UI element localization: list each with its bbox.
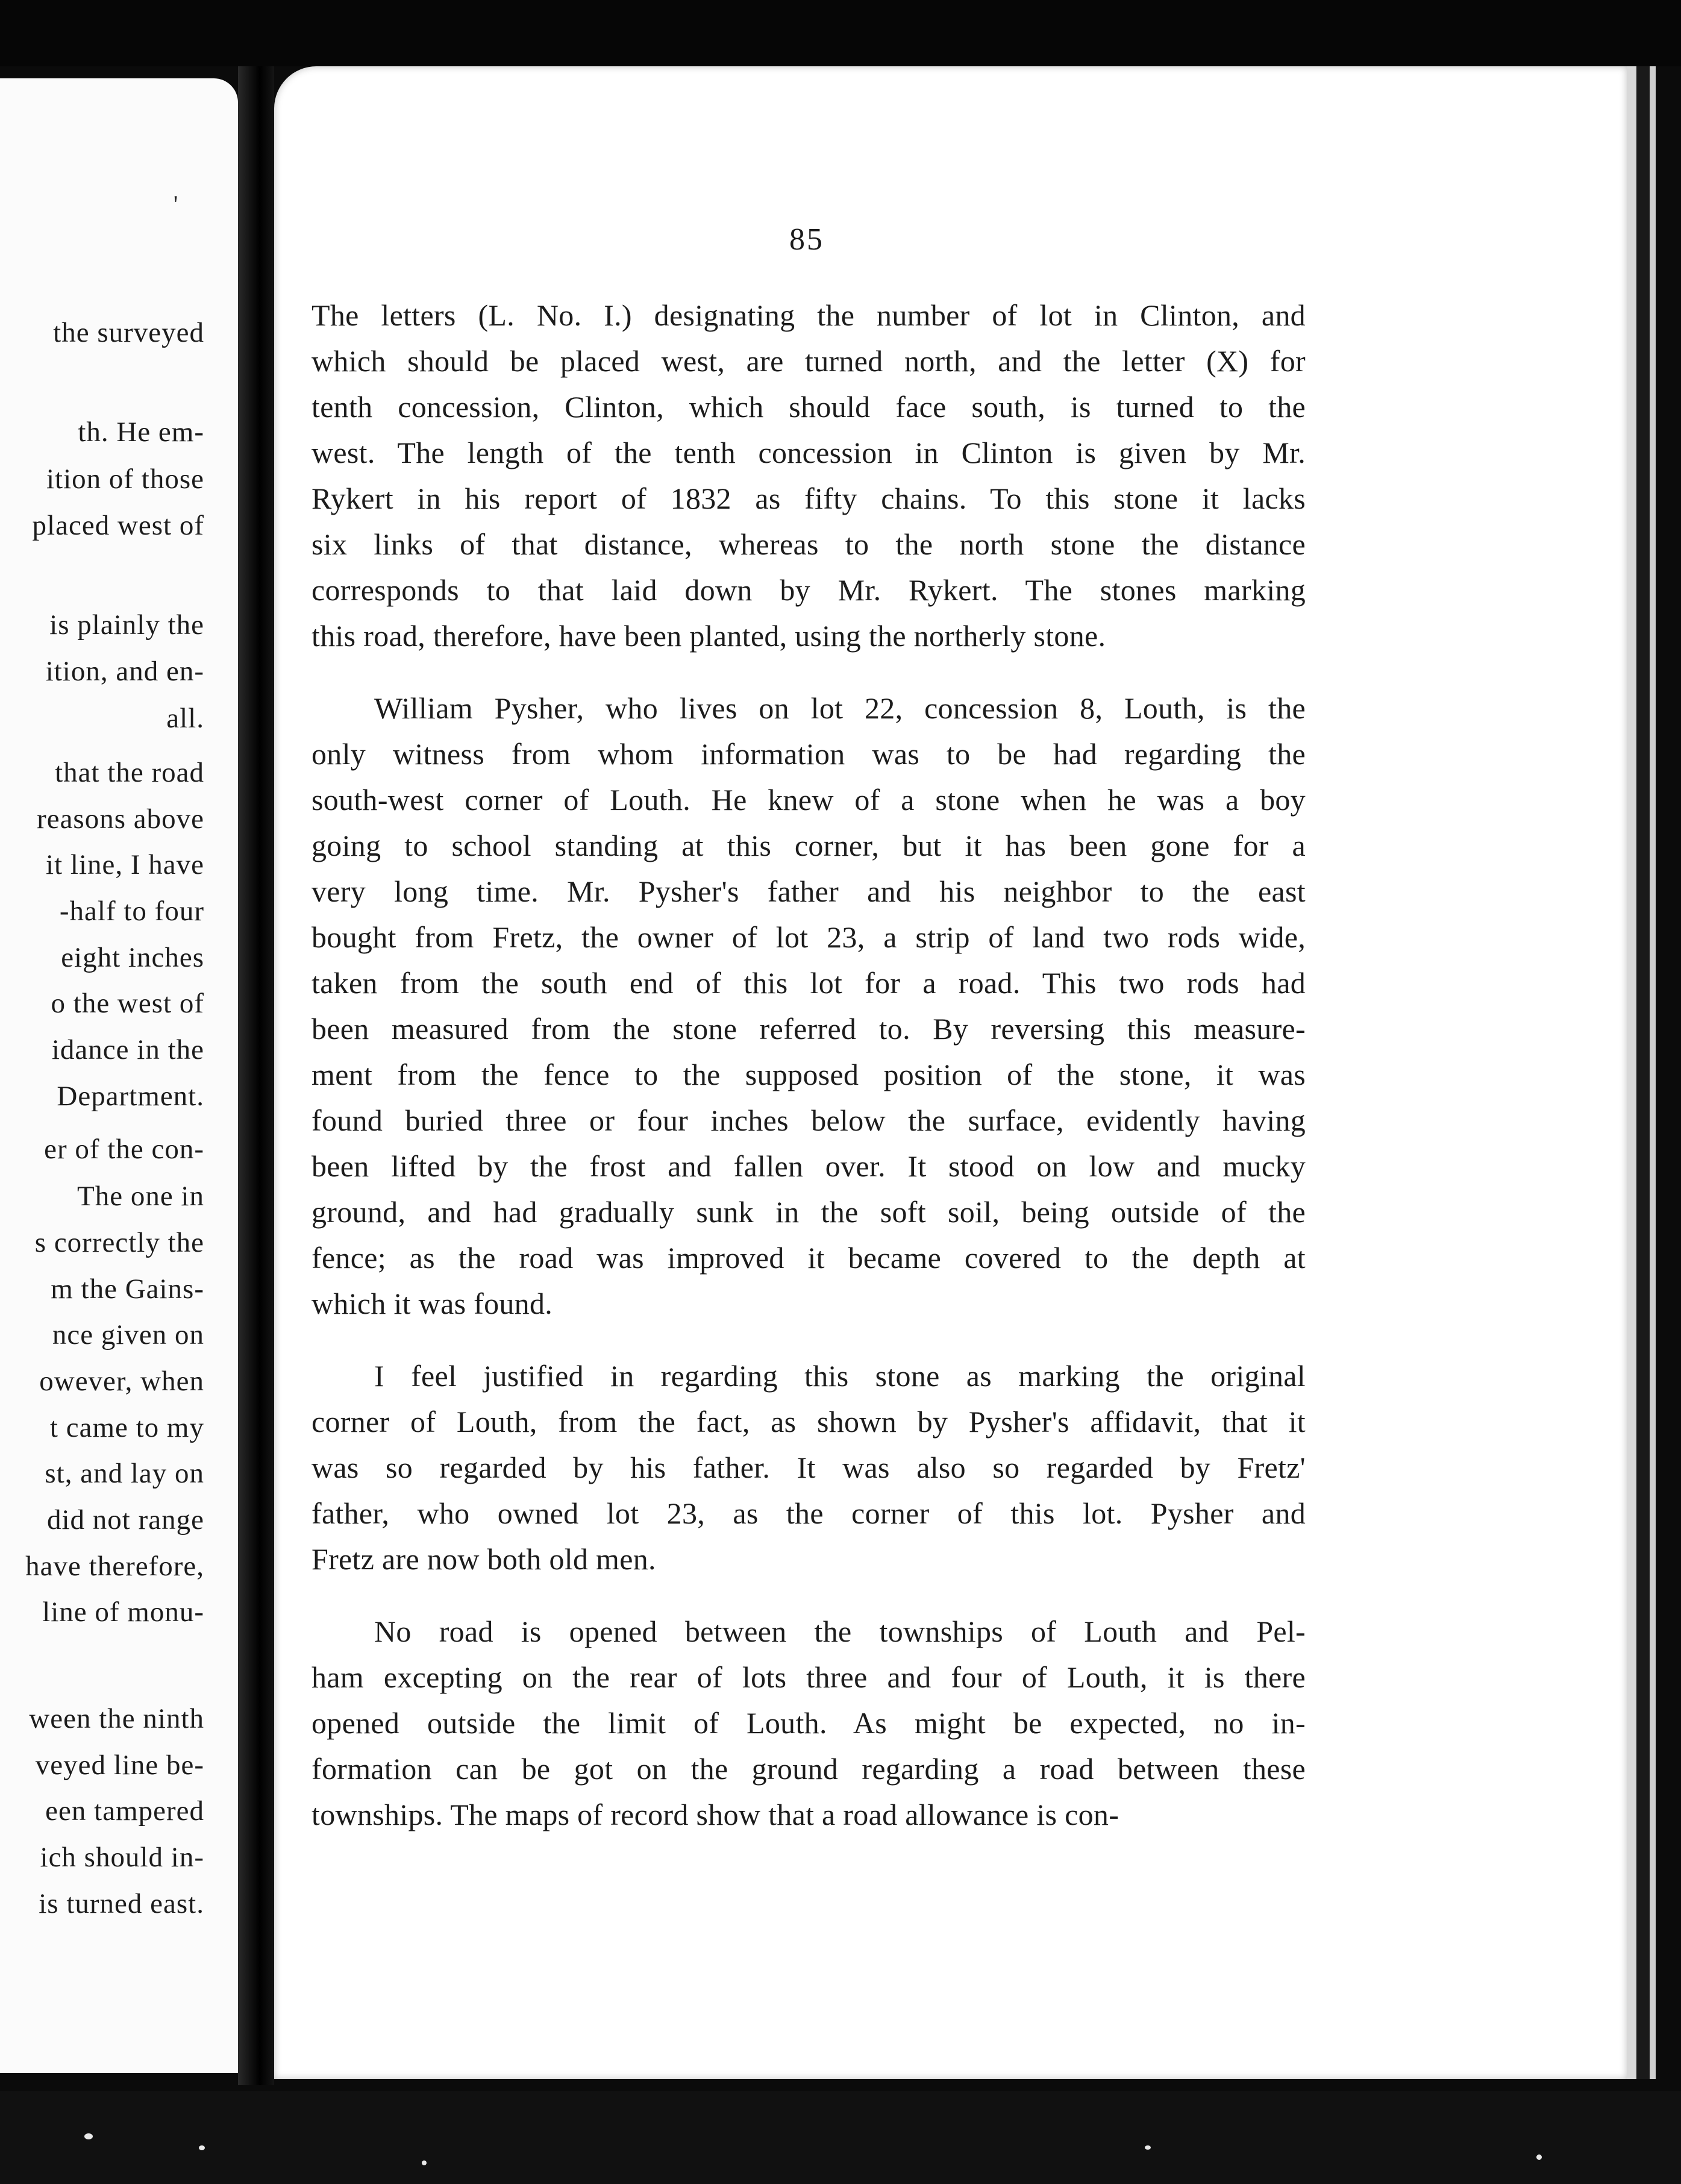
text-line: No road is opened between the townships of Louth and Pel-	[374, 1614, 1306, 1648]
text-line: been measured from the stone referred to. By reversing this measure-	[311, 1012, 1306, 1046]
text-line: only witness from whom information was to be had regarding the	[311, 737, 1306, 771]
left-page-line: ition of those	[46, 463, 204, 495]
text-line: corner of Louth, from the fact, as shown by Pysher's affidavit, that it	[311, 1405, 1306, 1439]
left-page-line: ween the ninth	[29, 1703, 204, 1734]
scan-dark-border-bottom	[0, 2091, 1681, 2184]
text-line: ment from the fence to the supposed position of the stone, it was	[311, 1058, 1306, 1091]
paragraph	[311, 292, 1306, 659]
page-edge-shadow	[1636, 66, 1650, 2079]
text-line: formation can be got on the ground regarding a road between these	[311, 1752, 1306, 1786]
text-line: Rykert in his report of 1832 as fifty chains. To this stone it lacks	[311, 482, 1306, 515]
left-page-line: veyed line be-	[35, 1749, 204, 1781]
text-line: which should be placed west, are turned north, and the letter (X) for	[311, 344, 1306, 378]
text-line: very long time. Mr. Pysher's father and his neighbor to the east	[311, 874, 1306, 908]
left-page-line: Department.	[57, 1081, 204, 1112]
text-line: which it was found.	[311, 1287, 553, 1320]
left-page-line: the surveyed	[53, 317, 204, 348]
left-page-line: o the west of	[51, 988, 204, 1019]
left-page-line: owever, when	[39, 1366, 204, 1397]
paragraph	[311, 1353, 1306, 1582]
left-page-line: m the Gains-	[51, 1273, 204, 1305]
scan-speckle	[422, 2160, 427, 2165]
left-page-line: is plainly the	[49, 609, 204, 641]
text-line: William Pysher, who lives on lot 22, concession 8, Louth, is the	[374, 691, 1306, 725]
book-gutter	[238, 66, 274, 2085]
left-page-line: -half to four	[59, 896, 204, 927]
body-text	[311, 292, 1306, 1864]
page-edge-outer	[1650, 66, 1656, 2079]
text-line: six links of that distance, whereas to the north stone the distance	[311, 527, 1306, 561]
left-page-line: it line, I have	[46, 849, 204, 880]
left-page-line: een tampered	[45, 1795, 204, 1827]
text-line: west. The length of the tenth concession in Clinton is given by Mr.	[311, 436, 1306, 469]
text-line: ground, and had gradually sunk in the soft soil, being outside of the	[311, 1195, 1306, 1229]
left-page-line: s correctly the	[34, 1227, 204, 1258]
scan-speckle	[199, 2145, 205, 2150]
left-page-line: that the road	[55, 757, 204, 788]
text-line: going to school standing at this corner, but it has been gone for a	[311, 829, 1306, 862]
text-line: tenth concession, Clinton, which should face south, is turned to the	[311, 390, 1306, 424]
text-line: I feel justified in regarding this stone as marking the original	[374, 1359, 1306, 1393]
left-page-line: ition, and en-	[45, 656, 204, 687]
text-line: ham excepting on the rear of lots three and four of Louth, it is there	[311, 1660, 1306, 1694]
scan-speckle	[84, 2133, 93, 2139]
left-page-mark: '	[174, 190, 178, 218]
text-line: corresponds to that laid down by Mr. Rykert. The stones marking	[311, 573, 1306, 607]
text-line: south-west corner of Louth. He knew of a stone when he was a boy	[311, 783, 1306, 817]
text-line: been lifted by the frost and fallen over. It stood on low and mucky	[311, 1149, 1306, 1183]
left-page-line: ich should in-	[40, 1842, 204, 1873]
left-page-line: eight inches	[61, 942, 204, 973]
left-page-line: th. He em-	[78, 416, 204, 448]
text-line: was so regarded by his father. It was also so regarded by Fretz'	[311, 1451, 1306, 1484]
left-page-line: have therefore,	[25, 1551, 204, 1582]
left-page-line: did not range	[47, 1504, 204, 1536]
left-page-line: is turned east.	[39, 1888, 204, 1919]
text-line: opened outside the limit of Louth. As might be expected, no in-	[311, 1706, 1306, 1740]
scan-speckle	[1145, 2145, 1151, 2150]
text-line: bought from Fretz, the owner of lot 23, a strip of land two rods wide,	[311, 920, 1306, 954]
page-edge	[1627, 66, 1636, 2079]
left-page-line: reasons above	[37, 803, 204, 835]
text-line: The letters (L. No. I.) designating the number of lot in Clinton, and	[311, 298, 1306, 332]
left-page-line: nce given on	[52, 1319, 204, 1351]
left-page-line: t came to my	[49, 1412, 204, 1443]
text-line: father, who owned lot 23, as the corner of this lot. Pysher and	[311, 1496, 1306, 1530]
left-page-line: The one in	[77, 1181, 204, 1212]
text-line: fence; as the road was improved it became covered to the depth at	[311, 1241, 1306, 1275]
text-line: taken from the south end of this lot for a road. This two rods had	[311, 966, 1306, 1000]
text-line: townships. The maps of record show that a road allowance is con-	[311, 1798, 1119, 1831]
page-number: 85	[789, 222, 824, 257]
text-line: found buried three or four inches below the surface, evidently having	[311, 1103, 1306, 1137]
left-page-line: idance in the	[51, 1034, 204, 1065]
left-page-line: line of monu-	[42, 1596, 204, 1628]
scan-dark-border-top	[0, 0, 1681, 66]
left-page-line: placed west of	[32, 510, 204, 541]
left-page-line: er of the con-	[44, 1134, 204, 1165]
text-line: this road, therefore, have been planted, using the northerly stone.	[311, 619, 1106, 653]
left-page-line: st, and lay on	[45, 1458, 204, 1489]
facing-left-page	[0, 78, 238, 2073]
paragraph	[311, 685, 1306, 1326]
text-line: Fretz are now both old men.	[311, 1542, 656, 1576]
paragraph	[311, 1608, 1306, 1837]
left-page-line: all.	[166, 703, 204, 734]
scan-speckle	[1536, 2154, 1542, 2160]
